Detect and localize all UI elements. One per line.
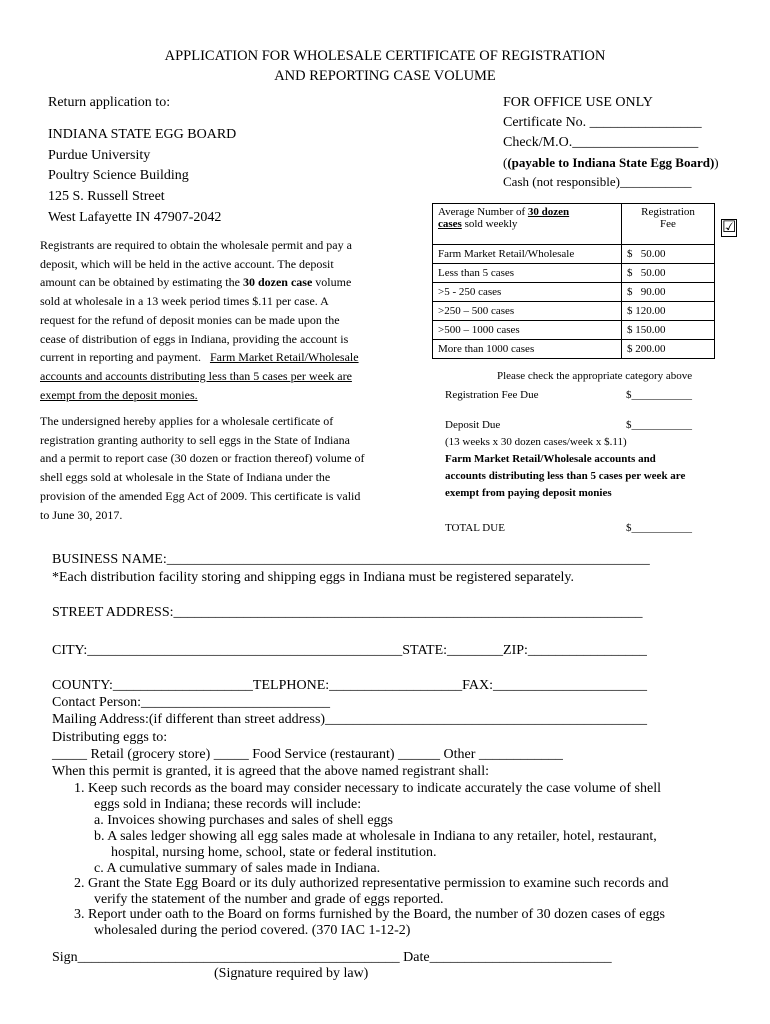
reg-line: request for the refund of deposit monies can be made upon the: [40, 312, 340, 327]
agreement-text: When this permit is granted, it is agreed that the above named registrant shall:: [52, 764, 489, 779]
reg-underline: Farm Market Retail/Wholesale: [209, 350, 359, 365]
street-address-field[interactable]: STREET ADDRESS:___________________________________________________________________: [52, 605, 643, 620]
und-line: The undersigned hereby applies for a wholesale certificate of: [40, 414, 334, 428]
header-category: [433, 204, 622, 245]
reg-text: amount can be obtained by estimating the: [40, 275, 243, 290]
hdr-text: sold weekly: [461, 218, 518, 230]
exempt-note-3: exempt from paying deposit monies: [445, 487, 612, 499]
reg-line: [40, 367, 359, 386]
item-1-c: c. A cumulative summary of sales made in Indiana.: [94, 861, 381, 876]
reg-text: volume: [312, 275, 352, 290]
item-3a: 3. Report under oath to the Board on forms furnished by the Board, the number of 30 dozen cases of eggs: [74, 907, 665, 922]
form-title-line1: APPLICATION FOR WHOLESALE CERTIFICATE OF REGISTRATION: [164, 48, 606, 64]
fee-table: [432, 203, 715, 359]
und-line: registration granting authority to sell eggs in the State of Indiana: [40, 432, 350, 447]
fee-amount: $ 150.00: [622, 321, 715, 340]
checkbox-icon[interactable]: ☑: [722, 217, 737, 236]
sign-date-field[interactable]: Sign______________________________________________ Date__________________________: [52, 950, 612, 965]
reg-line: cease of distribution of eggs in Indiana, providing the account is: [40, 331, 349, 346]
reg-underline: accounts and accounts distributing less than 5 cases per week are: [40, 368, 352, 383]
mailing-address-field[interactable]: Mailing Address:(if different than street address)______________________________________________: [52, 712, 648, 727]
form-title-line2: AND REPORTING CASE VOLUME: [274, 68, 496, 84]
header-fee: [622, 204, 715, 245]
deposit-field[interactable]: $___________: [626, 419, 692, 431]
und-line: to June 30, 2017.: [40, 507, 123, 522]
item-1-b2: hospital, nursing home, school, state or federal institution.: [111, 845, 437, 860]
fee-category: >5 - 250 cases: [433, 283, 622, 302]
fee-row[interactable]: [433, 302, 715, 321]
deposit-calc: (13 weeks x 30 dozen cases/week x $.11): [445, 436, 627, 448]
und-line: and a permit to report case (30 dozen or fraction thereof) volume of: [40, 451, 365, 466]
distribution-options[interactable]: _____ Retail (grocery store) _____ Food Service (restaurant) ______ Other ____________: [52, 747, 563, 762]
check-note: Please check the appropriate category above: [497, 370, 693, 382]
reg-text: current in reporting and payment.: [40, 350, 210, 365]
item-1a: 1. Keep such records as the board may consider necessary to indicate accurately the case volume of shell: [74, 781, 661, 796]
county-phone-fax-field[interactable]: COUNTY:____________________TELPHONE:___________________FAX:______________________: [52, 678, 648, 693]
item-1-b1: b. A sales ledger showing all egg sales made at wholesale in Indiana to any retailer, hotel, restaurant,: [94, 829, 657, 844]
fee-row[interactable]: [433, 321, 715, 340]
item-2b: verify the statement of the number and grade of eggs reported.: [94, 892, 444, 907]
signature-note: (Signature required by law): [214, 966, 369, 981]
item-1-a: a. Invoices showing purchases and sales of shell eggs: [94, 813, 393, 828]
reg-line: sold at wholesale in a 13 week period times $.11 per case. A: [40, 294, 329, 309]
fee-row[interactable]: [433, 340, 715, 359]
hdr-bold: cases: [438, 218, 462, 230]
fee-table-header: [433, 204, 715, 245]
hdr-text: Average Number of: [438, 206, 528, 218]
distributing-label: Distributing eggs to:: [52, 730, 168, 745]
city-state-zip-field[interactable]: CITY:_____________________________________________STATE:________ZIP:_________________: [52, 643, 647, 658]
fee-category: >250 – 500 cases: [433, 302, 622, 321]
fee-row[interactable]: [433, 283, 715, 302]
hdr-fee1: Registration: [641, 206, 695, 218]
fee-category: >500 – 1000 cases: [433, 321, 622, 340]
total-field[interactable]: $___________: [626, 522, 692, 534]
fee-amount: $ 200.00: [622, 340, 715, 359]
und-line: provision of the amended Egg Act of 2009. This certificate is valid: [40, 488, 361, 503]
fee-category: Less than 5 cases: [433, 264, 622, 283]
item-2a: 2. Grant the State Egg Board or its duly authorized representative permission to examine such records and: [74, 876, 669, 891]
reg-underline: exempt from the deposit monies.: [40, 387, 198, 402]
return-label: Return application to:: [48, 95, 171, 110]
return-line3: 125 S. Russell Street: [48, 189, 165, 204]
return-line2: Poultry Science Building: [48, 168, 189, 183]
return-line4: West Lafayette IN 47907-2042: [48, 210, 222, 225]
undersigned-paragraph: [40, 412, 365, 524]
reg-line: deposit, which will be held in the active account. The deposit: [40, 256, 334, 271]
business-name-field[interactable]: BUSINESS NAME:_____________________________________________________________________: [52, 552, 650, 567]
fee-amount: $ 50.00: [622, 264, 715, 283]
reg-fee-label: Registration Fee Due: [445, 389, 539, 401]
hdr-bold: 30 dozen: [527, 206, 570, 218]
contact-person-field[interactable]: Contact Person:___________________________: [52, 695, 331, 710]
fee-amount: $ 90.00: [622, 283, 715, 302]
office-use-heading: FOR OFFICE USE ONLY: [503, 95, 653, 110]
certificate-field: Certificate No. ________________: [503, 115, 702, 130]
reg-bold: 30 dozen case: [242, 275, 313, 290]
return-org: INDIANA STATE EGG BOARD: [48, 127, 237, 142]
business-note: *Each distribution facility storing and shipping eggs in Indiana must be registered separately.: [52, 570, 575, 585]
reg-line: [40, 348, 359, 367]
deposit-label: Deposit Due: [445, 419, 501, 431]
exempt-note-1: Farm Market Retail/Wholesale accounts and: [445, 453, 656, 465]
cash-field: Cash (not responsible)___________: [503, 174, 692, 189]
fee-row[interactable]: [433, 264, 715, 283]
item-1b: eggs sold in Indiana; these records will include:: [94, 797, 362, 812]
reg-fee-field[interactable]: $___________: [626, 389, 692, 401]
fee-category: Farm Market Retail/Wholesale: [433, 245, 622, 264]
exempt-note-2: accounts distributing less than 5 cases per week are: [445, 470, 686, 482]
hdr-fee2: Fee: [660, 218, 676, 230]
check-mo-field: Check/M.O.__________________: [503, 135, 699, 150]
reg-line: Registrants are required to obtain the wholesale permit and pay a: [40, 238, 352, 252]
fee-row[interactable]: [433, 245, 715, 264]
return-line1: Purdue University: [48, 148, 151, 163]
fee-amount: $ 50.00: [622, 245, 715, 264]
und-line: shell eggs sold at wholesale in the State of Indiana under the: [40, 470, 331, 485]
reg-line: [40, 273, 359, 292]
item-3b: wholesaled during the period covered. (370 IAC 1-12-2): [94, 923, 411, 938]
reg-line: [40, 386, 359, 405]
payable-note: ((payable to Indiana State Egg Board)): [503, 155, 719, 170]
total-label: TOTAL DUE: [445, 522, 505, 534]
fee-category: More than 1000 cases: [433, 340, 622, 359]
registrants-paragraph: [40, 236, 359, 404]
fee-amount: $ 120.00: [622, 302, 715, 321]
payable-text: (payable to Indiana State Egg Board): [507, 155, 715, 170]
